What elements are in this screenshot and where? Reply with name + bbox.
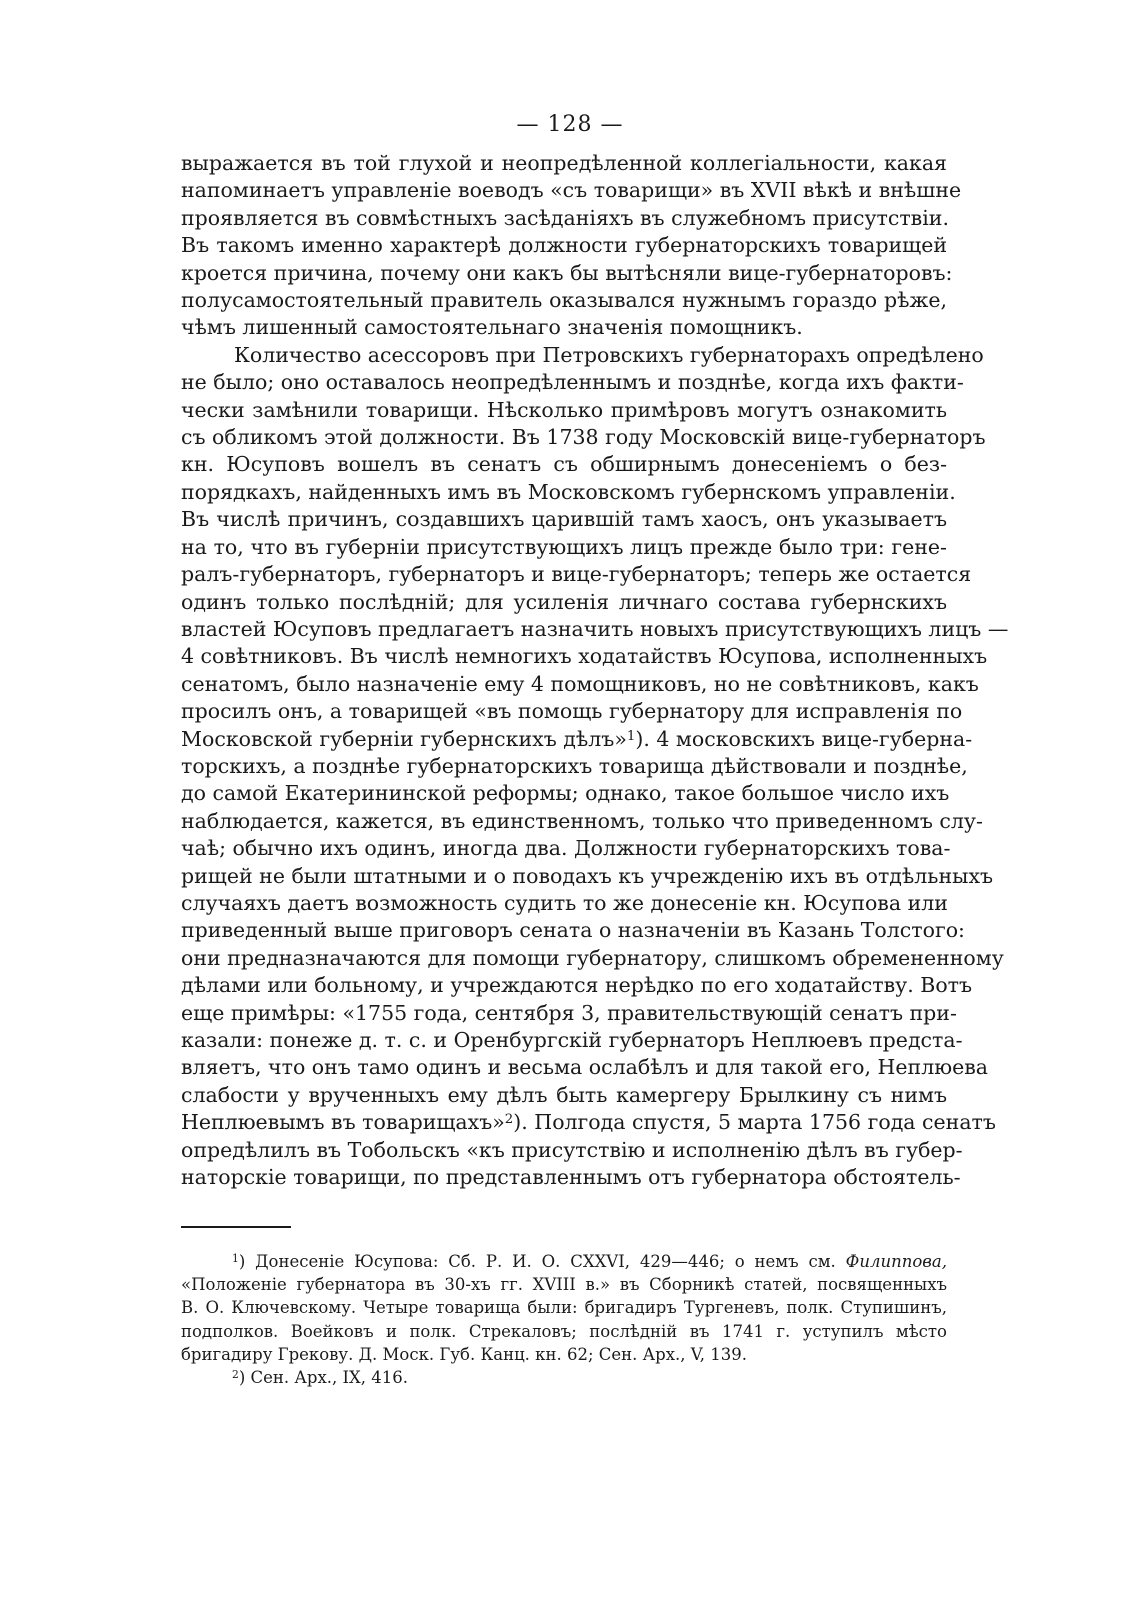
text-line [181, 1109, 996, 1136]
footnote-line [181, 1366, 947, 1389]
text-line: до самой Екатерининской реформы; однако, такое большое число ихъ [181, 781, 950, 806]
page-number: — 128 — [516, 112, 624, 137]
paragraph-2 [181, 342, 1009, 1192]
text-line: одинъ только послѣдній; для усиленія личнаго состава губернскихъ [181, 589, 947, 614]
text-segment: Неплюевымъ въ товарищахъ» [181, 1110, 505, 1135]
text-line: полусамостоятельный правитель оказывался нужнымъ гораздо рѣже, [181, 288, 947, 313]
text-segment: ) Донесеніе Юсупова: Сб. Р. И. О. CXXVI, 429—446; о немъ см. [238, 1252, 846, 1271]
text-line: проявляется въ совмѣстныхъ засѣданіяхъ въ служебномъ присутствіи. [181, 205, 949, 230]
text-line: 4 совѣтниковъ. Въ числѣ немногихъ ходатайствъ Юсупова, исполненныхъ [181, 644, 988, 669]
text-line: властей Юсуповъ предлагаетъ назначить новыхъ присутствующихъ лицъ — [181, 616, 1009, 641]
text-line: не было; оно оставалось неопредѣленнымъ и позднѣе, когда ихъ факти- [181, 370, 964, 395]
text-line: кроется причина, почему они какъ бы вытѣсняли вице-губернаторовъ: [181, 260, 953, 285]
text-line: выражается въ той глухой и неопредѣленной коллегіальности, какая [181, 151, 947, 175]
text-line: торскихъ, а позднѣе губернаторскихъ товарища дѣйствовали и позднѣе, [181, 753, 968, 778]
text-line: чаѣ; обычно ихъ одинъ, иногда два. Должности губернаторскихъ това- [181, 836, 951, 861]
footnote-line: В. О. Ключевскому. Четыре товарища были: бригадиръ Тургеневъ, полк. Ступишинъ, [181, 1298, 947, 1318]
footnotes [181, 1250, 947, 1389]
text-line: наторскіе товарищи, по представленнымъ отъ губернатора обстоятель- [181, 1165, 961, 1190]
text-line: напоминаетъ управленіе воеводъ «съ товарищи» въ XVII вѣкѣ и внѣшне [181, 178, 962, 203]
text-line: они предназначаются для помощи губернатору, слишкомъ обремененному [181, 945, 1004, 970]
footnote-1 [181, 1250, 947, 1366]
text-line: случаяхъ даетъ возможность судить то же донесеніе кн. Юсупова или [181, 890, 948, 915]
text-line: приведенный выше приговоръ сената о назначеніи въ Казань Толстого: [181, 918, 965, 943]
body-text [181, 150, 1009, 1191]
text-line: чески замѣнили товарищи. Нѣсколько примѣровъ могутъ ознакомить [181, 397, 947, 422]
text-line: наблюдается, кажется, въ единственномъ, только что приведенномъ слу- [181, 808, 983, 833]
footnote-divider [181, 1226, 291, 1228]
footnote-mark: 1 [232, 1252, 239, 1266]
text-line: ралъ-губернаторъ, губернаторъ и вице-губернаторъ; теперь же остается [181, 562, 972, 587]
text-line: чѣмъ лишенный самостоятельнаго значенія помощникъ. [181, 315, 803, 340]
text-line: рищей не были штатными и о поводахъ къ учрежденію ихъ въ отдѣльныхъ [181, 863, 994, 888]
footnote-line: «Положеніе губернатора въ 30-хъ гг. XVIII в.» въ Сборникѣ статей, посвященныхъ [181, 1275, 947, 1295]
paragraph-1 [181, 150, 962, 342]
footnote-line: подполков. Воейковъ и полк. Стрекаловъ; послѣдній въ 1741 г. уступилъ мѣсто [181, 1321, 947, 1341]
text-line: на то, что въ губерніи присутствующихъ лицъ прежде было три: гене- [181, 534, 947, 559]
text-segment: ) Сен. Арх., IX, 416. [238, 1368, 408, 1388]
author-name: Филиппова, [845, 1252, 947, 1271]
text-line [181, 726, 973, 753]
footnote-ref-1[interactable]: 1 [626, 728, 636, 744]
text-segment: ). 4 московскихъ вице-губерна- [635, 726, 973, 751]
text-line: кн. Юсуповъ вошелъ въ сенатъ съ обширнымъ донесеніемъ о без- [181, 452, 947, 477]
footnote-line: бригадиру Грекову. Д. Моск. Губ. Канц. кн. 62; Сен. Арх., V, 139. [181, 1344, 748, 1364]
text-line: еще примѣры: «1755 года, сентября 3, правительствующій сенатъ при- [181, 1000, 957, 1025]
text-line: дѣлами или больному, и учреждаются нерѣдко по его ходатайству. Вотъ [181, 973, 973, 998]
text-line: съ обликомъ этой должности. Въ 1738 году Московскій вице-губернаторъ [181, 425, 986, 450]
footnote-line [181, 1250, 947, 1273]
text-line: казали: понеже д. т. с. и Оренбургскій губернаторъ Неплюевъ предста- [181, 1028, 963, 1052]
text-line: порядкахъ, найденныхъ имъ въ Московскомъ губернскомъ управленіи. [181, 479, 956, 504]
text-line: слабости у врученныхъ ему дѣлъ быть камергеру Брылкину съ нимъ [181, 1082, 947, 1107]
text-line: сенатомъ, было назначеніе ему 4 помощниковъ, но не совѣтниковъ, какъ [181, 671, 979, 696]
text-line: Въ такомъ именно характерѣ должности губернаторскихъ товарищей [181, 233, 947, 258]
footnote-mark: 2 [232, 1368, 239, 1382]
text-line: опредѣлилъ въ Тобольскъ «къ присутствію и исполненію дѣлъ въ губер- [181, 1137, 963, 1162]
footnote-2 [181, 1366, 947, 1389]
text-line: просилъ онъ, а товарищей «въ помощь губернатору для исправленія по [181, 699, 963, 724]
text-line: вляетъ, что онъ тамо одинъ и весьма ослабѣлъ и для такой его, Неплюева [181, 1055, 988, 1080]
text-line: Количество асессоровъ при Петровскихъ губернаторахъ опредѣлено [234, 342, 984, 367]
text-line: Въ числѣ причинъ, создавшихъ царившій тамъ хаосъ, онъ указываетъ [181, 507, 947, 532]
footnote-ref-2[interactable]: 2 [504, 1112, 514, 1128]
text-segment: ). Полгода спустя, 5 марта 1756 года сенатъ [513, 1110, 996, 1135]
text-segment: Московской губерніи губернскихъ дѣлъ» [181, 726, 627, 751]
